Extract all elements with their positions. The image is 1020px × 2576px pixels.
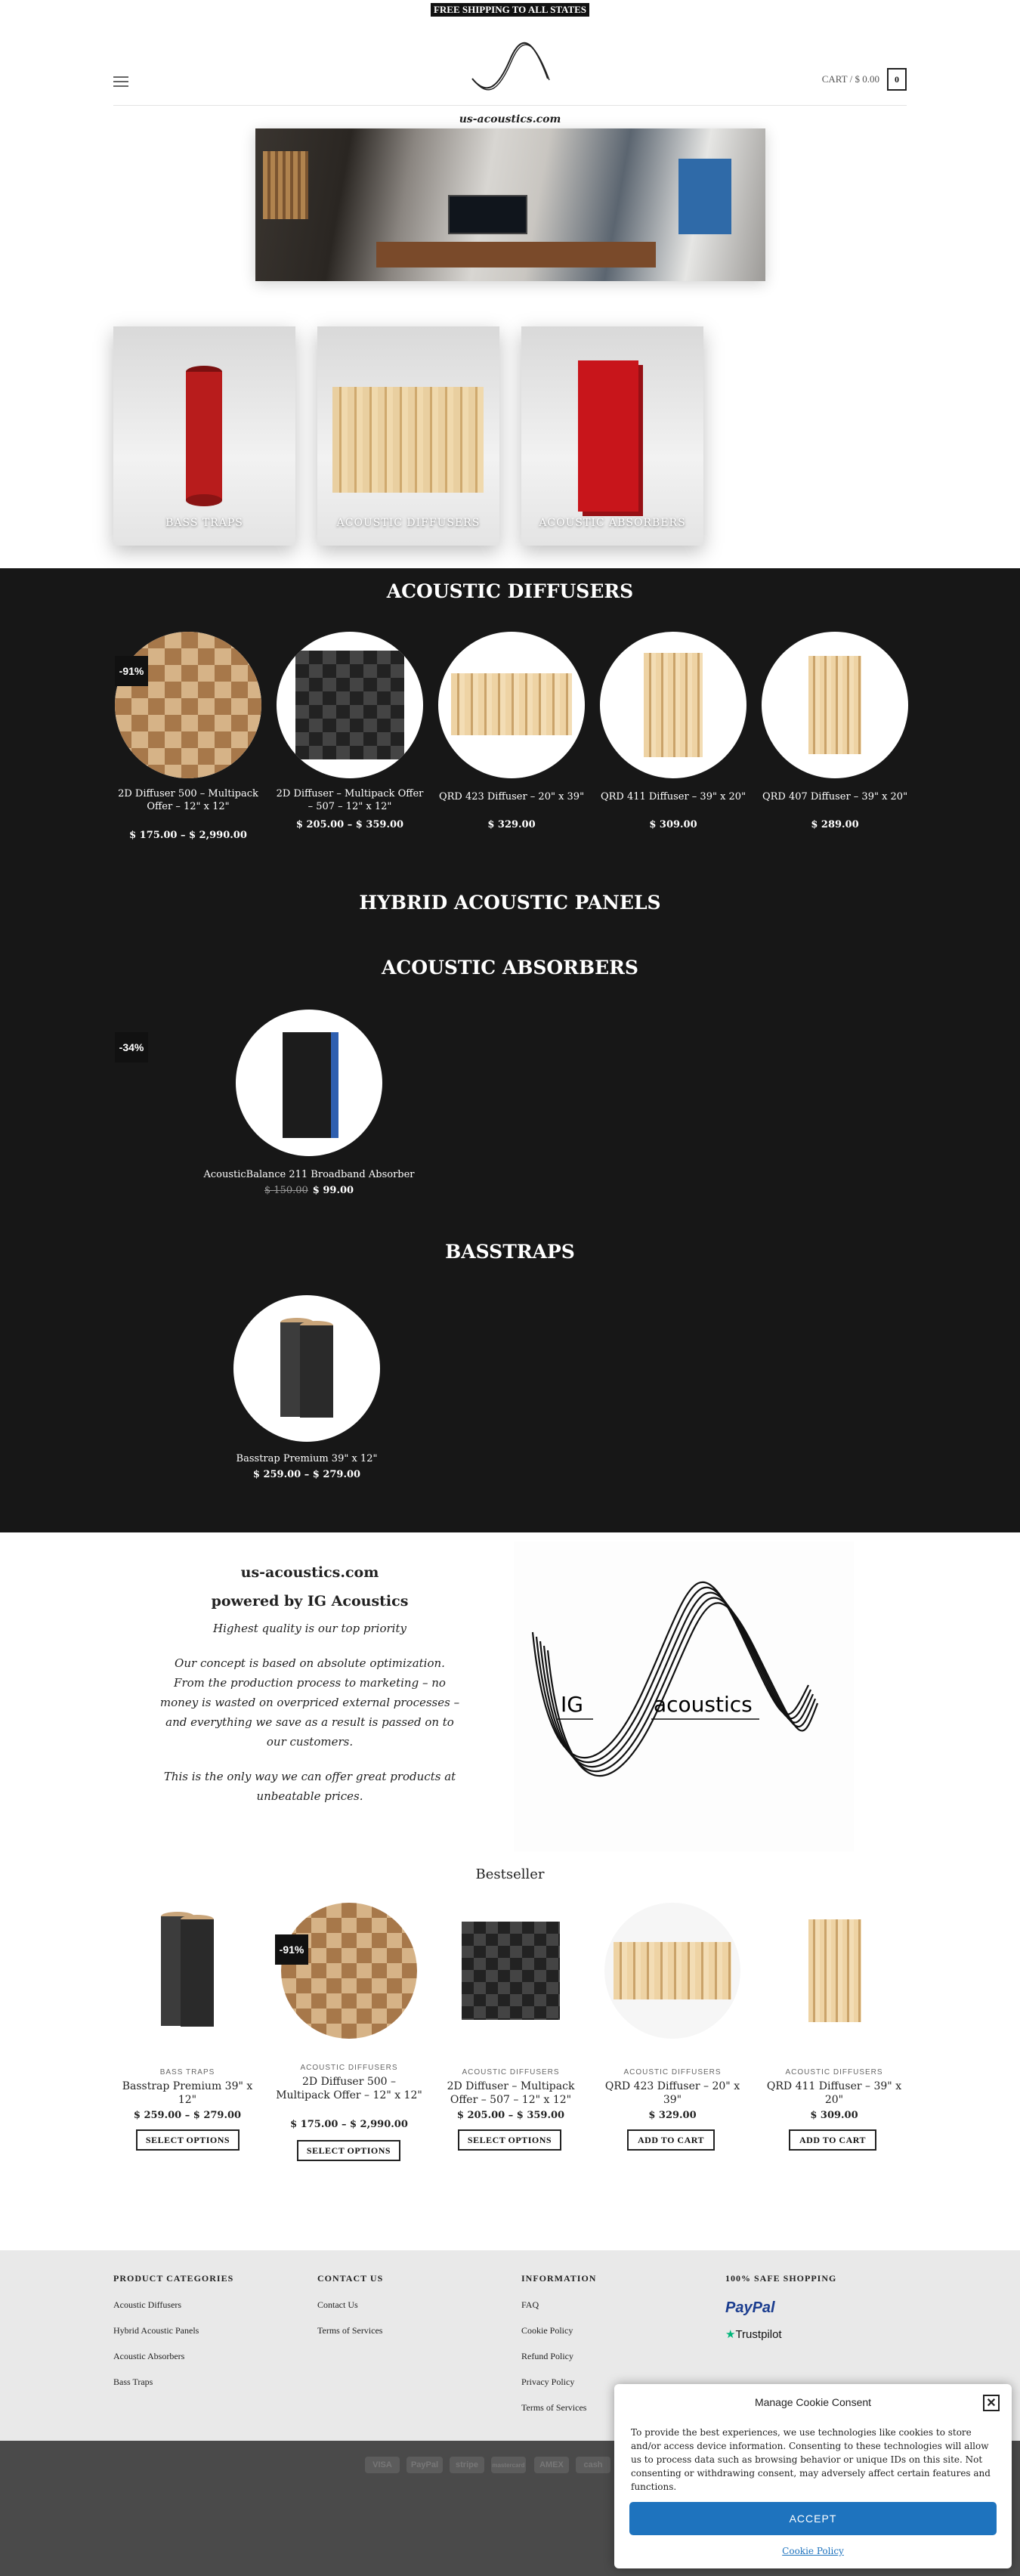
footer-contact xyxy=(317,2273,499,2351)
product-image[interactable] xyxy=(236,1010,382,1156)
product-image[interactable] xyxy=(277,632,423,778)
product-category[interactable]: ACOUSTIC DIFFUSERS xyxy=(300,2064,398,2072)
product-price: $ 309.00 xyxy=(649,819,697,830)
cart-count-badge: 0 xyxy=(887,68,907,91)
product-image[interactable] xyxy=(762,632,908,778)
product-title[interactable]: QRD 411 Diffuser – 39" x 20" xyxy=(766,2080,902,2106)
section-title-absorbers: ACOUSTIC ABSORBERS xyxy=(382,957,638,979)
topbar xyxy=(0,0,1020,20)
category-acoustic-absorbers[interactable] xyxy=(521,326,703,546)
product-title[interactable]: Basstrap Premium 39" x 12" xyxy=(122,2080,253,2106)
section-title-hybrid: HYBRID ACOUSTIC PANELS xyxy=(359,892,661,914)
about-tagline: Highest quality is our top priority xyxy=(213,1622,406,1635)
footer-link[interactable]: Refund Policy xyxy=(521,2351,573,2361)
paypal-logo xyxy=(725,2299,907,2317)
category-label: ACOUSTIC ABSORBERS xyxy=(539,517,686,529)
footer-link[interactable]: Acoustic Diffusers xyxy=(113,2299,182,2310)
old-price: $ 150.00 xyxy=(264,1185,308,1196)
trustpilot-text: Trustpilot xyxy=(735,2328,782,2341)
logo-text-acoustics: acoustics xyxy=(654,1692,753,1717)
section-title-basstraps: BASSTRAPS xyxy=(445,1241,575,1263)
paypal-text: PayPal xyxy=(725,2299,775,2316)
product-title[interactable]: 2D Diffuser – Multipack Offer – 507 – 12" x 12" xyxy=(447,2080,575,2106)
section-title-diffusers: ACOUSTIC DIFFUSERS xyxy=(386,580,634,602)
category-acoustic-diffusers[interactable] xyxy=(317,326,499,546)
product-image[interactable] xyxy=(604,1903,740,2039)
product-image[interactable] xyxy=(119,1903,255,2039)
amex-icon: AMEX xyxy=(534,2457,569,2473)
footer-heading: INFORMATION xyxy=(521,2273,597,2284)
product-title[interactable]: 2D Diffuser 500 – Multipack Offer – 12" x 12" xyxy=(118,788,258,812)
product-title[interactable]: QRD 411 Diffuser – 39" x 20" xyxy=(600,791,746,802)
product-image[interactable] xyxy=(281,1903,417,2039)
product-price: $ 259.00 – $ 279.00 xyxy=(252,1469,361,1480)
footer-link[interactable]: Acoustic Absorbers xyxy=(113,2351,185,2361)
product-price: $ 329.00 xyxy=(487,819,536,830)
product-image[interactable] xyxy=(115,632,261,778)
brand-logo-image xyxy=(514,1542,854,1851)
header xyxy=(113,20,907,106)
cookie-title: Manage Cookie Consent xyxy=(754,2396,872,2408)
footer-heading: CONTACT US xyxy=(317,2273,384,2284)
product-price: $ 175.00 – $ 2,990.00 xyxy=(129,830,247,841)
footer-heading: PRODUCT CATEGORIES xyxy=(113,2273,234,2284)
footer-product-categories xyxy=(113,2273,295,2402)
sale-badge: -91% xyxy=(275,1934,308,1965)
site-logo[interactable] xyxy=(465,33,555,97)
hero-image xyxy=(255,128,765,281)
trustpilot-logo: ★Trustpilot xyxy=(725,2328,782,2341)
about-paragraph: This is the only way we can offer great products at unbeatable prices. xyxy=(163,1770,456,1803)
product-image[interactable] xyxy=(766,1903,902,2039)
product-title[interactable]: QRD 423 Diffuser – 20" x 39" xyxy=(438,791,585,802)
product-price xyxy=(233,1185,385,1196)
footer-link[interactable]: Privacy Policy xyxy=(521,2377,575,2387)
sale-badge: -91% xyxy=(115,656,148,686)
topbar-text: FREE SHIPPING TO ALL STATES xyxy=(431,3,589,17)
footer-link[interactable]: Contact Us xyxy=(317,2299,358,2310)
product-title[interactable]: Basstrap Premium 39" x 12" xyxy=(236,1453,378,1464)
product-price: $ 329.00 xyxy=(648,2110,697,2121)
visa-icon: VISA xyxy=(365,2457,400,2473)
cash-icon: cash xyxy=(576,2457,610,2473)
category-bass-traps[interactable] xyxy=(113,326,295,546)
footer-link[interactable]: FAQ xyxy=(521,2299,539,2310)
stripe-icon: stripe xyxy=(450,2457,484,2473)
mastercard-icon: mastercard xyxy=(491,2457,526,2473)
product-image[interactable] xyxy=(438,632,585,778)
product-title[interactable]: AcousticBalance 211 Broadband Absorber xyxy=(203,1169,415,1180)
cookie-consent-dialog xyxy=(614,2384,1012,2568)
about-section xyxy=(159,1564,461,1821)
product-image[interactable] xyxy=(443,1903,579,2039)
footer-link[interactable]: Bass Traps xyxy=(113,2377,153,2387)
product-price: $ 289.00 xyxy=(811,819,859,830)
bestseller-title: Bestseller xyxy=(475,1866,545,1882)
product-title[interactable]: QRD 423 Diffuser – 20" x 39" xyxy=(604,2080,740,2106)
product-title[interactable]: 2D Diffuser 500 – Multipack Offer – 12" x 12" xyxy=(276,2076,422,2101)
about-paragraph: Our concept is based on absolute optimization. From the production process to marketing – no money is wasted on overpriced external processes – and everything we save as a result is passed on to our customers. xyxy=(159,1656,460,1749)
domain-caption: us-acoustics.com xyxy=(459,113,561,125)
add-to-cart-button[interactable]: ADD TO CART xyxy=(627,2129,715,2151)
footer-heading: 100% SAFE SHOPPING xyxy=(725,2273,837,2284)
product-category[interactable]: BASS TRAPS xyxy=(159,2068,215,2077)
footer-safe-shopping xyxy=(725,2273,907,2341)
product-title[interactable]: 2D Diffuser – Multipack Offer – 507 – 12" x 12" xyxy=(276,788,424,812)
about-site: us-acoustics.com xyxy=(240,1564,379,1581)
add-to-cart-button[interactable]: ADD TO CART xyxy=(789,2129,876,2151)
cart-label: CART / $ 0.00 xyxy=(821,73,879,85)
footer-link[interactable]: Hybrid Acoustic Panels xyxy=(113,2325,199,2336)
cookie-policy-link[interactable]: Cookie Policy xyxy=(782,2546,844,2556)
product-price: $ 309.00 xyxy=(810,2110,858,2121)
product-price: $ 205.00 – $ 359.00 xyxy=(456,2110,565,2121)
about-powered: powered by IG Acoustics xyxy=(211,1593,409,1610)
cookie-text: To provide the best experiences, we use technologies like cookies to store and/or access device information. Consenting to these technologies will allow us to process data such as browsing behavior or unique IDs on this site. Not consenting or withdrawing consent, may adversely affect certain features and functions. xyxy=(631,2427,991,2492)
select-options-button[interactable]: SELECT OPTIONS xyxy=(136,2129,240,2151)
footer-link[interactable]: Terms of Services xyxy=(317,2325,383,2336)
category-label: BASS TRAPS xyxy=(165,517,243,529)
product-title[interactable]: QRD 407 Diffuser – 39" x 20" xyxy=(762,791,908,802)
footer-link[interactable]: Cookie Policy xyxy=(521,2325,573,2336)
select-options-button[interactable]: SELECT OPTIONS xyxy=(297,2140,400,2161)
footer-link[interactable]: Terms of Services xyxy=(521,2402,587,2413)
product-category[interactable]: ACOUSTIC DIFFUSERS xyxy=(462,2068,560,2077)
select-options-button[interactable]: SELECT OPTIONS xyxy=(458,2129,561,2151)
menu-icon[interactable] xyxy=(113,76,128,87)
logo-text-ig: IG xyxy=(561,1692,583,1717)
new-price: $ 99.00 xyxy=(312,1185,354,1196)
paypal-icon: PayPal xyxy=(406,2457,443,2473)
featured-products-section xyxy=(0,568,1020,1532)
product-image[interactable] xyxy=(600,632,746,778)
product-image[interactable] xyxy=(233,1295,380,1442)
product-price: $ 205.00 – $ 359.00 xyxy=(295,819,404,830)
sale-badge: -34% xyxy=(115,1032,148,1062)
accept-button[interactable]: ACCEPT xyxy=(629,2502,997,2535)
product-price: $ 175.00 – $ 2,990.00 xyxy=(290,2119,408,2130)
product-category[interactable]: ACOUSTIC DIFFUSERS xyxy=(785,2068,883,2077)
cart-link[interactable] xyxy=(822,68,907,91)
category-label: ACOUSTIC DIFFUSERS xyxy=(336,517,481,529)
close-icon[interactable]: ✕ xyxy=(983,2395,1000,2411)
product-category[interactable]: ACOUSTIC DIFFUSERS xyxy=(623,2068,722,2077)
product-price: $ 259.00 – $ 279.00 xyxy=(133,2110,242,2121)
